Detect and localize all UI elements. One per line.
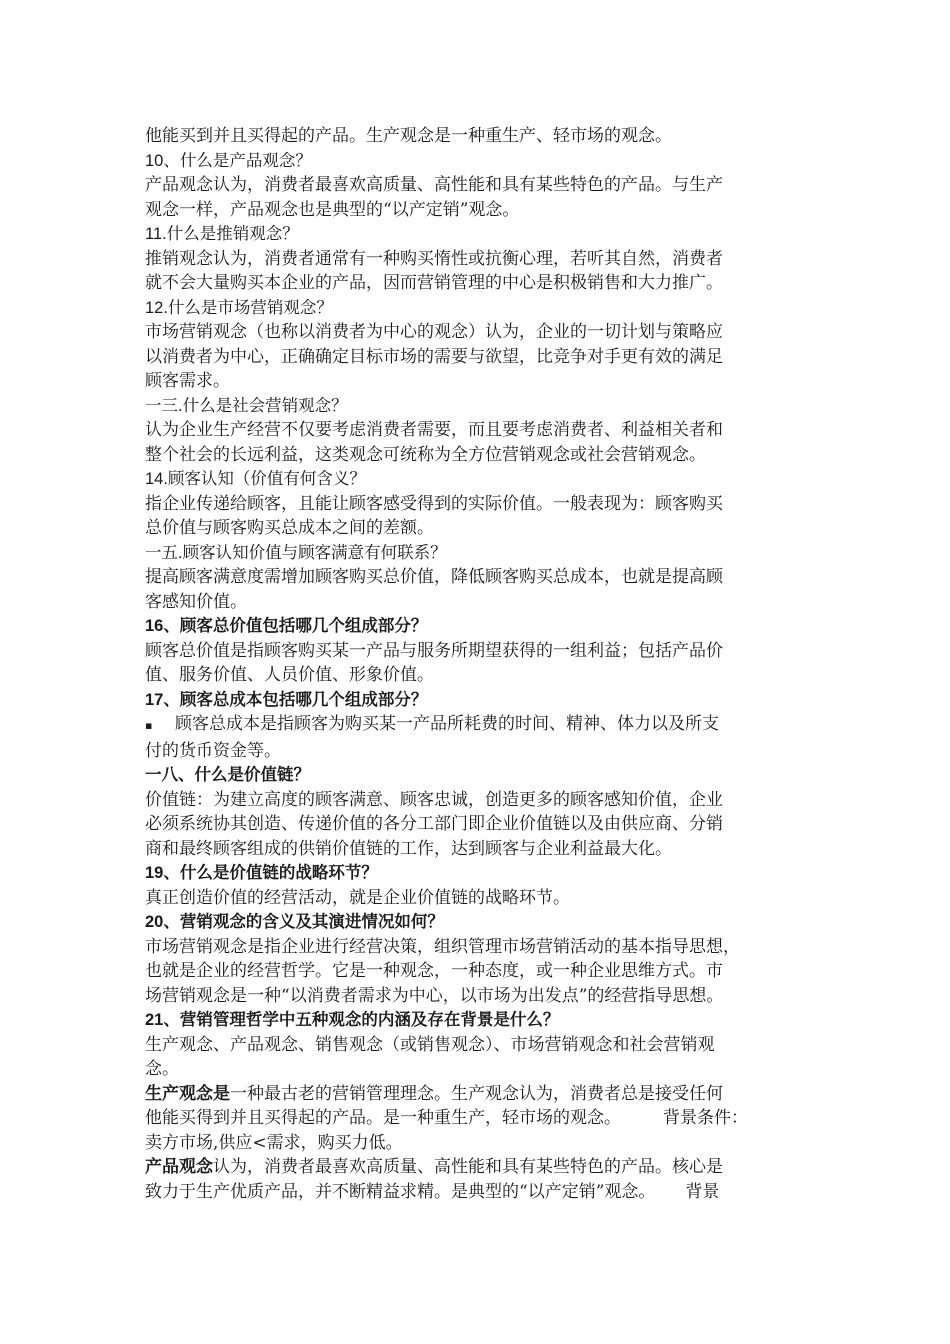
paragraph-line: 他能买到并且买得起的产品。生产观念是一种重生产、轻市场的观念。 <box>145 126 672 146</box>
paragraph-text: 认为，消费者最喜欢高质量、高性能和具有某些特色的产品。核心是 <box>213 1157 723 1177</box>
question-heading-16: 16、顾客总价值包括哪几个组成部分？ <box>145 617 428 635</box>
paragraph-text: 一种最古老的营销管理理念。生产观念认为，消费者总是接受任何 <box>230 1083 723 1104</box>
paragraph-line: 产品观念认为，消费者最喜欢高质量、高性能和具有某些特色的产品。与生产 <box>145 175 723 195</box>
paragraph-line <box>145 1082 815 1107</box>
bullet-icon: ▪ <box>145 719 153 732</box>
question-heading-12: 12.什么是市场营销观念？ <box>145 298 333 317</box>
paragraph-line: 客感知价值。 <box>145 591 247 612</box>
bullet-text: 顾客总成本是指顾客为购买某一产品所耗费的时间、精神、体力以及所支 <box>175 714 719 734</box>
paragraph-line: 商和最终顾客组成的供销价值链的工作，达到顾客与企业利益最大化。 <box>145 838 672 859</box>
question-heading-19: 19、什么是价值链的战略环节？ <box>145 864 378 882</box>
paragraph-text: 背景 <box>685 1181 720 1202</box>
bold-term: 生产观念是 <box>145 1083 230 1104</box>
paragraph-line: 生产观念、产品观念、销售观念（或销售观念）、市场营销观念和社会营销观 <box>145 1034 715 1055</box>
bold-term: 产品观念 <box>145 1157 213 1177</box>
paragraph-line: 值、服务价值、人员价值、形象价值。 <box>145 665 434 685</box>
paragraph-line: 真正创造价值的经营活动，就是企业价值链的战略环节。 <box>145 887 570 908</box>
question-heading-10: 10、什么是产品观念？ <box>145 151 312 170</box>
paragraph-line: 提高顾客满意度需增加顾客购买总价值，降低顾客购买总成本，也就是提高顾 <box>145 567 723 587</box>
question-heading-15: 一五.顾客认知价值与顾客满意有何联系？ <box>145 543 447 562</box>
paragraph-line: 顾客总价值是指顾客购买某一产品与服务所期望获得的一组利益；包括产品价 <box>145 640 723 661</box>
paragraph-line <box>145 1106 815 1131</box>
question-heading-11: 11.什么是推销观念？ <box>145 225 299 243</box>
paragraph-line: 顾客需求。 <box>145 371 230 391</box>
paragraph-line: 推销观念认为，消费者通常有一种购买惰性或抗衡心理，若听其自然，消费者 <box>145 248 723 269</box>
question-heading-13: 一三.什么是社会营销观念？ <box>145 396 348 415</box>
paragraph-line: 指企业传递给顾客，且能让顾客感受得到的实际价值。一般表现为：顾客购买 <box>145 493 723 514</box>
paragraph-line: 价值链：为建立高度的顾客满意、顾客忠诚，创造更多的顾客感知价值，企业 <box>145 789 723 810</box>
paragraph-line: 观念一样，产品观念也是典型的“以产定销”观念。 <box>145 199 520 220</box>
question-heading-14: 14.顾客认知（价值有何含义？ <box>145 470 366 488</box>
question-heading-21: 21、营销管理哲学中五种观念的内涵及存在背景是什么？ <box>145 1011 560 1029</box>
bullet-paragraph-line <box>145 712 815 739</box>
question-heading-17: 17、顾客总成本包括哪几个组成部分？ <box>145 690 428 709</box>
paragraph-line <box>145 1180 815 1205</box>
paragraph-line: 卖方市场,供应<需求，购买力低。 <box>145 1132 403 1153</box>
paragraph-line: 总价值与顾客购买总成本之间的差额。 <box>145 518 434 538</box>
paragraph-line: 市场营销观念是指企业进行经营决策，组织管理市场营销活动的基本指导思想， <box>145 936 740 957</box>
question-heading-20: 20、营销观念的含义及其演进情况如何？ <box>145 913 444 931</box>
paragraph-line: 市场营销观念（也称以消费者为中心的观念）认为，企业的一切计划与策略应 <box>145 322 723 342</box>
paragraph-line: 以消费者为中心，正确确定目标市场的需要与欲望，比竞争对手更有效的满足 <box>145 346 723 367</box>
document-body <box>145 124 815 1204</box>
paragraph-line: 必须系统协其创造、传递价值的各分工部门即企业价值链以及由供应商、分销 <box>145 814 723 834</box>
paragraph-line <box>145 1155 815 1180</box>
paragraph-line: 念。 <box>145 1059 179 1079</box>
paragraph-text: 背景条件： <box>663 1108 748 1128</box>
paragraph-line: 就不会大量购买本企业的产品，因而营销管理的中心是积极销售和大力推广。 <box>145 273 723 293</box>
paragraph-text: 致力于生产优质产品，并不断精益求精。是典型的“以产定销”观念。 <box>145 1181 656 1202</box>
paragraph-line: 认为企业生产经营不仅要考虑消费者需要，而且要考虑消费者、利益相关者和 <box>145 420 723 440</box>
paragraph-line: 也就是企业的经营哲学。它是一种观念，一种态度，或一种企业思维方式。市 <box>145 961 723 981</box>
paragraph-line: 整个社会的长远利益，这类观念可统称为全方位营销观念或社会营销观念。 <box>145 444 706 465</box>
paragraph-line: 场营销观念是一种“以消费者需求为中心，以市场为出发点”的经营指导思想。 <box>145 985 724 1006</box>
paragraph-line: 付的货币资金等。 <box>145 740 281 761</box>
paragraph-text: 他能买得到并且买得起的产品。是一种重生产，轻市场的观念。 <box>145 1108 621 1128</box>
question-heading-18: 一八、什么是价值链？ <box>145 766 310 784</box>
